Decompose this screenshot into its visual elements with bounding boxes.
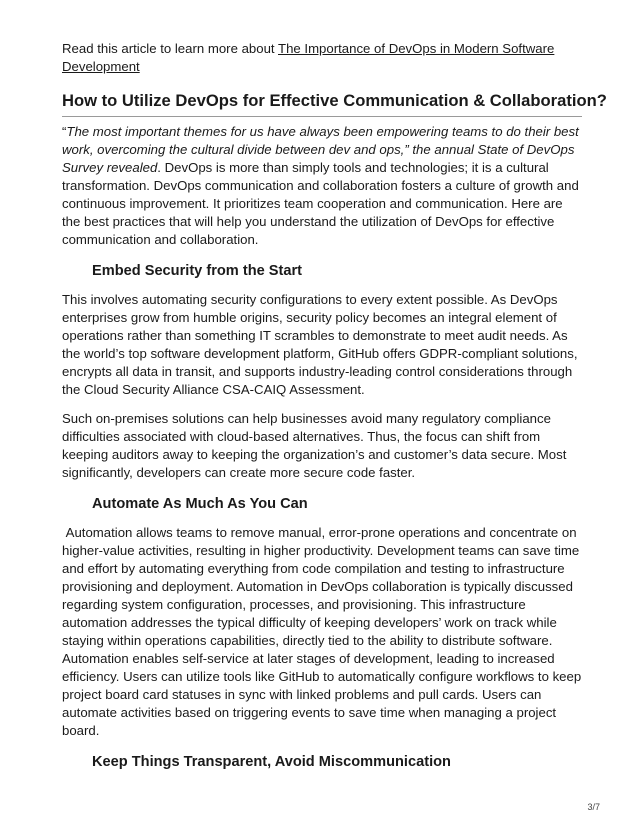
article-link[interactable]: The Importance of DevOps in Modern Software Development: [62, 41, 555, 74]
subheading-transparency: Keep Things Transparent, Avoid Miscommunication: [92, 754, 451, 770]
open-quote-mark: “: [62, 124, 67, 139]
intro-text: Read this article to learn more about: [62, 41, 279, 56]
security-paragraph-2: Such on-premises solutions can help businesses avoid many regulatory compliance difficulties associated with cloud-based alternatives. Thus, the focus can shift from keeping auditors away to keeping the organization’s and customer’s data secure. Most significantly, developers can create more secure code faster.: [62, 411, 567, 480]
security-paragraph-1: This involves automating security configurations to every extent possible. As DevOps enterprises grow from humble origins, security policy becomes an integral element of operations rather than something IT scrambles to demonstrate to meet audit needs. As the world’s top software development platform, GitHub offers GDPR-compliant solutions, encrypts all data in transit, and supports industry-leading control considerations through the Cloud Security Alliance CSA-CAIQ Assessment.: [62, 292, 578, 397]
opening-paragraph: [62, 123, 582, 249]
subheading-security: Embed Security from the Start: [92, 263, 303, 279]
document-page: [62, 40, 607, 782]
page-number: 3/7: [587, 802, 600, 812]
opening-body: . DevOps is more than simply tools and technologies; it is a cultural transformation. DevOps communication and collaboration fosters a culture of growth and continuous improvement. It prioritizes team cooperation and communication. Here are the best practices that will help you understand the utilization of DevOps for effective communication and collaboration.: [62, 160, 579, 247]
automate-paragraph: Automation allows teams to remove manual, error-prone operations and concentrate on higher-value activities, resulting in higher productivity. Development teams can save time and effort by automating everything from code compilation and testing to infrastructure provisioning and deployment. Automation in DevOps collaboration is typically discussed regarding system configuration, processes, and provisioning. This infrastructure automation addresses the typical difficulty of keeping developers’ work on track while staying within operations capabilities, directly tied to the ability to distribute software. Automation enables self-service at later stages of development, leading to increased efficiency. Users can utilize tools like GitHub to automatically configure workflows to keep project board card statuses in sync with linked problems and pull cards. Users can automate activities based on triggering events to save time when managing a project board.: [62, 525, 585, 738]
section-heading: How to Utilize DevOps for Effective Communication & Collaboration?: [62, 90, 582, 117]
intro-paragraph: [62, 40, 582, 76]
quoted-text: The most important themes for us have always been empowering teams to do their best work, overcoming the cultural divide between dev and ops,” the annual State of DevOps Survey revealed: [62, 124, 579, 175]
subheading-automate: Automate As Much As You Can: [92, 496, 308, 512]
